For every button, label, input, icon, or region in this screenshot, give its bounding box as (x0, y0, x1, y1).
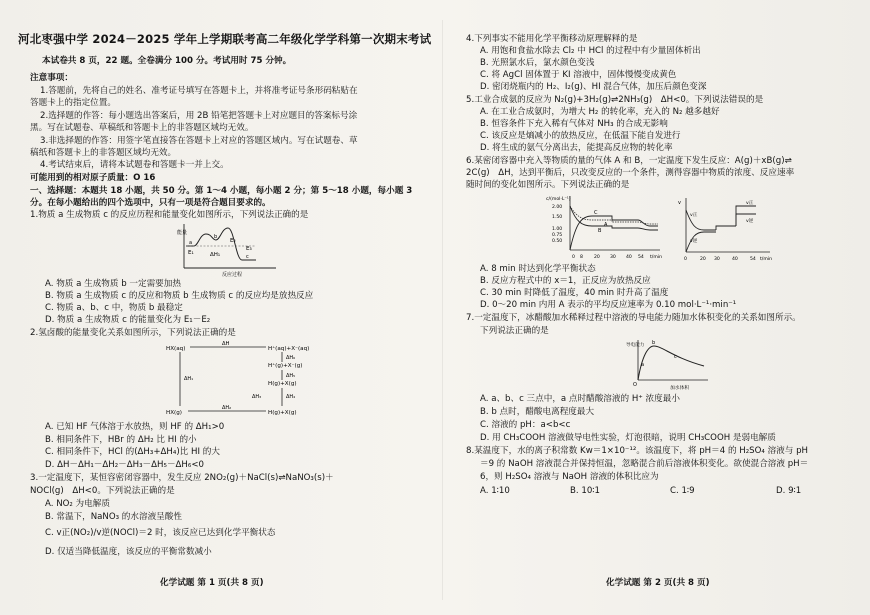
q7-option-d: D. 用 CH₃COOH 溶液做导电性实验，灯泡很暗，说明 CH₃COOH 是弱电解质 (480, 433, 776, 443)
q1-dH1: ΔH₁ (210, 252, 221, 258)
q3-option-b: B. 常温下，NaNO₃ 的水溶液呈酸性 (45, 512, 182, 522)
q6-stem-2: 2C(g) ΔH，达到平衡后，只改变反应的一个条件，测得容器中物质的浓度、反应速率 (466, 168, 795, 178)
q4-option-c: C. 将 AgCl 固体置于 KI 溶液中，固体慢慢变成黄色 (480, 70, 677, 80)
q6-option-d: D. 0～20 min 内用 A 表示的平均反应速率为 0.10 mol·L⁻¹·min⁻¹ (480, 300, 737, 310)
q3-stem-1: 3.一定温度下，某恒容密闭容器中，发生反应 2NO₂(g)＋NaCl(s)⇌NaNO₃(s)＋ (30, 473, 334, 483)
note-2b: 黑。写在试题卷、草稿纸和答题卡上的非答题区域均无效。 (30, 123, 254, 133)
note-3a: 3.非选择题的作答：用签字笔直接答在答题卡上对应的答题区域内。写在试题卷、草 (40, 136, 358, 146)
q6-c-xtick-1: 8 (580, 255, 583, 260)
q6-v-xtick-4: 54 (750, 257, 756, 262)
q1-E3: E₃ (246, 246, 252, 252)
q6-c-ytick-3: 0.75 (552, 233, 563, 238)
q7-point-c: c (674, 354, 677, 360)
q2-dH1: ΔH₁ (184, 376, 194, 382)
q6-c-ytick-2: 1.00 (552, 227, 563, 232)
q1-option-a: A. 物质 a 生成物质 b 一定需要加热 (45, 279, 181, 289)
q2-dH3: ΔH₃ (252, 394, 262, 400)
q7-option-b: B. b 点时，醋酸电离程度最大 (480, 407, 595, 417)
q6-c-ytick-1: 1.50 (552, 215, 563, 220)
q3-stem-2: NOCl(g) ΔH<0。下列说法正确的是 (30, 486, 175, 496)
q2-option-a: A. 已知 HF 气体溶于水放热，则 HF 的 ΔH₁>0 (45, 422, 225, 432)
q2-ions-g: H⁺(g)+X⁻(g) (268, 363, 303, 369)
q8-stem-1: 8.某温度下，水的离子积常数 Kw＝1×10⁻¹²。该温度下，将 pH＝4 的 H₂SO₄ 溶液与 pH (466, 446, 809, 456)
q1-E1: E₁ (188, 250, 194, 256)
note-1b: 答题卡上的指定位置。 (30, 98, 116, 108)
q6-v-label-3: v逆 (746, 219, 754, 224)
q6-v-xtick-3: 40 (732, 257, 738, 262)
q6-c-curve-B (570, 206, 658, 230)
q6-v-label-1: v逆 (690, 239, 698, 244)
q1-energy-diagram (176, 222, 282, 278)
q6-v-xtick-0: 0 (684, 257, 687, 262)
q6-v-xlabel: t/min (760, 257, 773, 262)
q7-curve (638, 346, 704, 380)
q2-atoms-g-bottom: H(g)+X(g) (268, 410, 297, 416)
q7-xlabel: 加水体积 (670, 386, 690, 391)
note-2a: 2.选择题的作答：每小题选出答案后，用 2B 铅笔把答题卡上对应题目的答案标号涂 (40, 111, 358, 121)
q6-c-curve-A (570, 206, 658, 224)
q6-c-ytick-0: 2.00 (552, 205, 563, 210)
q6-v-ylabel: v (678, 200, 681, 206)
q1-E2: E₂ (230, 238, 236, 244)
q6-stem-1: 6.某密闭容器中充入等物质的量的气体 A 和 B，一定温度下发生反应：A(g)＋xB(g)⇌ (466, 156, 792, 166)
q3-option-d: D. 仅适当降低温度，该反应的平衡常数减小 (45, 547, 212, 557)
q6-c-ytick-4: 0.50 (552, 239, 563, 244)
q6-c-label-B: B (598, 228, 602, 234)
exam-meta: 本试卷共 8 页，22 题。全卷满分 100 分。考试用时 75 分钟。 (42, 56, 292, 66)
q4-option-d: D. 密闭烧瓶内的 H₂、I₂(g)、HI 混合气体，加压后颜色变深 (480, 82, 707, 92)
q5-option-b: B. 恒容条件下充入稀有气体对 NH₃ 的合成无影响 (480, 119, 668, 129)
q6-c-xtick-0: 0 (572, 255, 575, 260)
q2-option-c: C. 相同条件下，HCl 的(ΔH₃+ΔH₄)比 HI 的大 (45, 447, 220, 457)
q6-v-xtick-2: 30 (714, 257, 720, 262)
q6-rate-chart (676, 196, 776, 264)
q7-ylabel: 导电能力 (626, 343, 645, 348)
q1-option-c: C. 物质 a、b、c 中，物质 b 最稳定 (45, 303, 183, 313)
q3-option-c: C. v正(NO₂)/v逆(NOCl)＝2 时，该反应已达到化学平衡状态 (45, 528, 276, 538)
q7-origin: O (633, 382, 637, 388)
q2-dH6: ΔH₆ (286, 355, 296, 361)
q5-option-c: C. 该反应是熵减小的放热反应，在低温下能自发进行 (480, 131, 681, 141)
q2-hx-aq: HX(aq) (166, 346, 186, 352)
q6-option-a: A. 8 min 时达到化学平衡状态 (480, 264, 596, 274)
q6-option-b: B. 反应方程式中的 x＝1，正反应为放热反应 (480, 276, 651, 286)
q6-stem-3: 随时间的变化如图所示。下列说法正确的是 (466, 180, 630, 190)
q6-v-xtick-1: 20 (700, 257, 706, 262)
q2-ions-aq: H⁺(aq)+X⁻(aq) (268, 346, 310, 352)
q4-option-a: A. 用饱和食盐水除去 Cl₂ 中 HCl 的过程中有少量固体析出 (480, 46, 701, 56)
q4-stem: 4.下列事实不能用化学平衡移动原理解释的是 (466, 34, 638, 44)
footer-page-2: 化学试题 第 2 页(共 8 页) (606, 578, 710, 588)
section-1-a: 一、选择题：本题共 18 小题，共 50 分。第 1～4 小题，每小题 2 分；第 5～18 小题，每小题 3 (30, 186, 413, 196)
q2-dH2: ΔH₂ (222, 405, 232, 411)
q2-hx-g: HX(g) (166, 410, 182, 416)
q1-ylabel: 能量 (177, 230, 188, 236)
q8-stem-2: ＝9 的 NaOH 溶液混合并保持恒温，忽略混合前后溶液体积变化。欲使混合溶液 pH＝ (480, 459, 809, 469)
q4-option-b: B. 光照氯水后，氯水颜色变浅 (480, 58, 595, 68)
q7-point-a: a (641, 362, 645, 368)
q6-v-label-0: v正 (690, 213, 698, 218)
q6-v-curve-mid (716, 226, 736, 230)
exam-title: 河北枣强中学 2024－2025 学年上学期联考高二年级化学学科第一次期末考试 (18, 32, 432, 46)
atomic-masses: 可能用到的相对原子质量：O 16 (30, 173, 156, 183)
q6-option-c: C. 30 min 时降低了温度，40 min 时升高了温度 (480, 288, 669, 298)
note-3b: 稿纸和答题卡上的非答题区域均无效。 (30, 148, 177, 158)
q7-option-a: A. a、b、c 三点中，a 点时醋酸溶液的 H⁺ 浓度最小 (480, 394, 680, 404)
q2-stem: 2.氢卤酸的能量变化关系如图所示，下列说法正确的是 (30, 328, 236, 338)
q5-option-d: D. 将生成的氨气分离出去，能提高反应物的转化率 (480, 143, 673, 153)
q8-option-a: A. 1∶10 (480, 486, 510, 496)
q6-c-label-A: A (604, 222, 608, 228)
section-1-b: 分。在每小题给出的四个选项中，只有一项是符合题目要求的。 (30, 198, 271, 208)
q6-concentration-chart (546, 192, 670, 264)
note-4: 4.考试结束后，请将本试题卷和答题卡一并上交。 (40, 160, 229, 170)
q1-label-b: b (214, 234, 218, 240)
q1-xlabel: 反应过程 (222, 272, 243, 278)
q6-c-xtick-5: 54 (638, 255, 644, 260)
notes-heading: 注意事项： (30, 73, 73, 83)
q2-dH5: ΔH₅ (286, 373, 296, 379)
q7-stem-1: 7.一定温度下，冰醋酸加水稀释过程中溶液的导电能力随加水体积变化的关系如图所示。 (466, 313, 801, 323)
q7-conductivity-chart (624, 336, 714, 392)
page-fold (442, 20, 443, 600)
q6-c-xtick-2: 20 (594, 255, 600, 260)
q2-cycle-diagram (164, 340, 334, 420)
q2-option-b: B. 相同条件下，HBr 的 ΔH₂ 比 HI 的小 (45, 435, 197, 445)
q7-stem-2: 下列说法正确的是 (480, 326, 549, 336)
q6-v-label-2: v正 (746, 201, 754, 206)
q6-c-xtick-4: 40 (626, 255, 632, 260)
q7-point-b: b (652, 340, 656, 346)
q8-stem-3: 6，则 H₂SO₄ 溶液与 NaOH 溶液的体积比应为 (480, 472, 659, 482)
q8-option-b: B. 10∶1 (570, 486, 600, 496)
q1-option-b: B. 物质 a 生成物质 c 的反应和物质 b 生成物质 c 的反应均是放热反应 (45, 291, 314, 301)
footer-page-1: 化学试题 第 1 页(共 8 页) (160, 578, 264, 588)
note-1a: 1.答题前，先将自己的姓名、准考证号填写在答题卡上，并将准考证号条形码粘贴在 (40, 86, 358, 96)
q8-option-d: D. 9∶1 (776, 486, 802, 496)
q1-label-a: a (189, 240, 193, 246)
q7-option-c: C. 溶液的 pH：a<b<c (480, 420, 571, 430)
q2-dH4: ΔH₄ (286, 394, 296, 400)
q5-stem: 5.工业合成氨的反应为 N₂(g)+3H₂(g)⇌2NH₃(g) ΔH<0。下列说法错误的是 (466, 95, 764, 105)
q2-atoms-g: H(g)+X(g) (268, 381, 297, 387)
q3-option-a: A. NO₂ 为电解质 (45, 499, 110, 509)
q2-dH: ΔH (222, 341, 230, 347)
q6-c-xtick-3: 30 (610, 255, 616, 260)
q6-c-xlabel: t/min (650, 255, 663, 260)
q8-option-c: C. 1∶9 (670, 486, 695, 496)
q1-label-c: c (246, 254, 249, 260)
q1-stem: 1.物质 a 生成物质 c 的反应历程和能量变化如图所示，下列说法正确的是 (30, 210, 309, 220)
q5-option-a: A. 在工业合成氨时，为增大 H₂ 的转化率，充入的 N₂ 越多越好 (480, 107, 720, 117)
q1-option-d: D. 物质 a 生成物质 c 的能量变化为 E₁－E₂ (45, 315, 211, 325)
q6-c-curve-C (570, 216, 658, 250)
q2-option-d: D. ΔH－ΔH₁－ΔH₂－ΔH₃－ΔH₅－ΔH₆<0 (45, 460, 204, 470)
q6-c-label-C: C (594, 210, 598, 216)
q6-c-ylabel: c/(mol·L⁻¹) (546, 197, 571, 202)
